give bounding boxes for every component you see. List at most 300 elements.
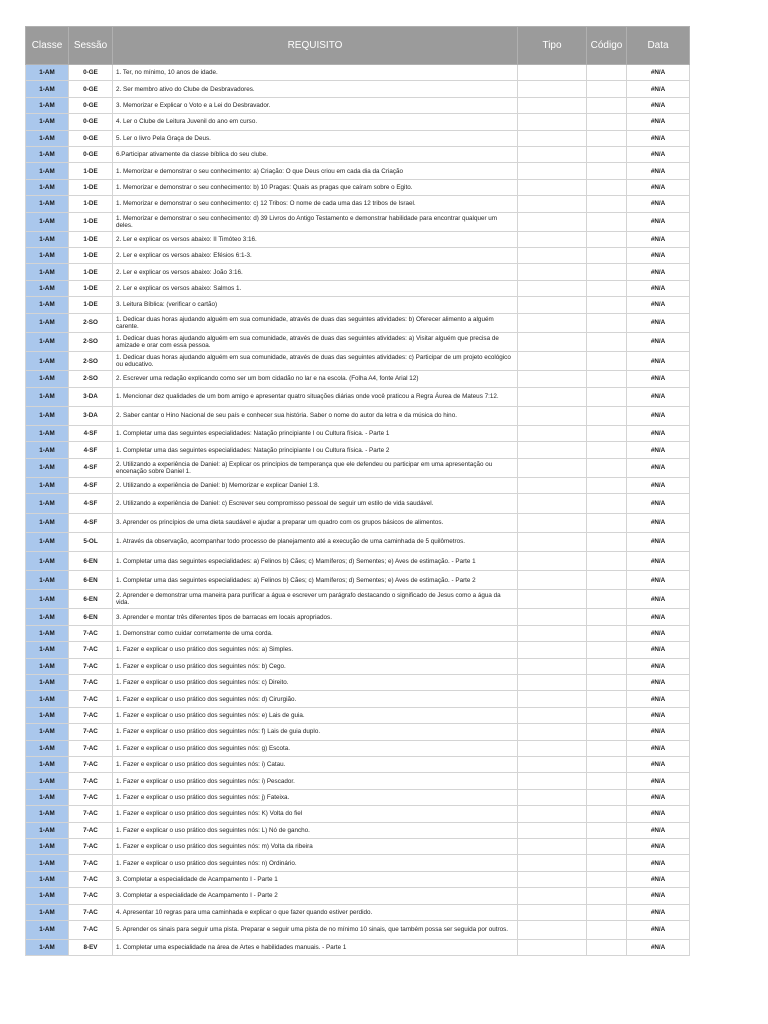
tipo-cell[interactable]: [518, 114, 587, 130]
data-cell[interactable]: #N/A: [627, 406, 690, 425]
requisito-cell[interactable]: 1. Mencionar dez qualidades de um bom amigo e apresentar quatro situações diárias onde você praticou a Regra Áurea de Mateus 7:12.: [113, 387, 518, 406]
codigo-cell[interactable]: [587, 81, 627, 97]
data-cell[interactable]: #N/A: [627, 838, 690, 854]
table-row[interactable]: [26, 371, 690, 387]
codigo-cell[interactable]: [587, 97, 627, 113]
data-cell[interactable]: #N/A: [627, 625, 690, 641]
codigo-cell[interactable]: [587, 551, 627, 570]
table-row[interactable]: [26, 789, 690, 805]
codigo-cell[interactable]: [587, 196, 627, 212]
classe-cell[interactable]: 1-AM: [26, 871, 69, 887]
table-row[interactable]: [26, 571, 690, 590]
table-row[interactable]: [26, 494, 690, 513]
table-row[interactable]: [26, 352, 690, 371]
sessao-cell[interactable]: 0-GE: [69, 65, 113, 81]
data-cell[interactable]: #N/A: [627, 532, 690, 551]
requisito-cell[interactable]: 2. Utilizando a experiência de Daniel: b) Memorizar e explicar Daniel 1:8.: [113, 477, 518, 493]
data-cell[interactable]: #N/A: [627, 332, 690, 351]
requisito-cell[interactable]: 2. Aprender e demonstrar uma maneira para purificar a água e escrever um parágrafo destacando o significado de Jesus como a água da vida.: [113, 590, 518, 609]
requisito-cell[interactable]: 4. Ler o Clube de Leitura Juvenil do ano em curso.: [113, 114, 518, 130]
table-row[interactable]: [26, 81, 690, 97]
codigo-cell[interactable]: [587, 855, 627, 871]
data-cell[interactable]: #N/A: [627, 65, 690, 81]
sessao-cell[interactable]: 7-AC: [69, 855, 113, 871]
codigo-cell[interactable]: [587, 822, 627, 838]
tipo-cell[interactable]: [518, 442, 587, 458]
classe-cell[interactable]: 1-AM: [26, 571, 69, 590]
codigo-cell[interactable]: [587, 707, 627, 723]
classe-cell[interactable]: 1-AM: [26, 371, 69, 387]
data-cell[interactable]: #N/A: [627, 740, 690, 756]
data-cell[interactable]: #N/A: [627, 231, 690, 247]
data-cell[interactable]: #N/A: [627, 691, 690, 707]
tipo-cell[interactable]: [518, 387, 587, 406]
sessao-cell[interactable]: 1-DE: [69, 231, 113, 247]
classe-cell[interactable]: 1-AM: [26, 513, 69, 532]
classe-cell[interactable]: 1-AM: [26, 425, 69, 441]
codigo-cell[interactable]: [587, 625, 627, 641]
sessao-cell[interactable]: 7-AC: [69, 838, 113, 854]
sessao-cell[interactable]: 2-SO: [69, 352, 113, 371]
table-row[interactable]: [26, 609, 690, 625]
codigo-cell[interactable]: [587, 425, 627, 441]
tipo-cell[interactable]: [518, 248, 587, 264]
table-row[interactable]: [26, 940, 690, 956]
table-row[interactable]: [26, 114, 690, 130]
requisito-cell[interactable]: 1. Fazer e explicar o uso prático dos seguintes nós: c) Direito.: [113, 675, 518, 691]
header-tipo[interactable]: Tipo: [518, 27, 587, 65]
data-cell[interactable]: #N/A: [627, 513, 690, 532]
classe-cell[interactable]: 1-AM: [26, 97, 69, 113]
sessao-cell[interactable]: 1-DE: [69, 179, 113, 195]
table-row[interactable]: [26, 231, 690, 247]
data-cell[interactable]: #N/A: [627, 371, 690, 387]
table-row[interactable]: [26, 740, 690, 756]
data-cell[interactable]: #N/A: [627, 756, 690, 772]
data-cell[interactable]: #N/A: [627, 179, 690, 195]
table-row[interactable]: [26, 425, 690, 441]
classe-cell[interactable]: 1-AM: [26, 196, 69, 212]
table-row[interactable]: [26, 773, 690, 789]
classe-cell[interactable]: 1-AM: [26, 264, 69, 280]
tipo-cell[interactable]: [518, 297, 587, 313]
sessao-cell[interactable]: 7-AC: [69, 691, 113, 707]
sessao-cell[interactable]: 1-DE: [69, 212, 113, 231]
classe-cell[interactable]: 1-AM: [26, 888, 69, 904]
data-cell[interactable]: #N/A: [627, 458, 690, 477]
tipo-cell[interactable]: [518, 406, 587, 425]
table-row[interactable]: [26, 248, 690, 264]
table-row[interactable]: [26, 387, 690, 406]
sessao-cell[interactable]: 1-DE: [69, 280, 113, 296]
sessao-cell[interactable]: 0-GE: [69, 130, 113, 146]
tipo-cell[interactable]: [518, 806, 587, 822]
requisito-cell[interactable]: 1. Dedicar duas horas ajudando alguém em sua comunidade, através de duas das seguintes atividades: b) Oferecer alimento a alguém carente.: [113, 313, 518, 332]
tipo-cell[interactable]: [518, 458, 587, 477]
requisito-cell[interactable]: 1. Através da observação, acompanhar todo processo de planejamento até a execução de uma caminhada de 5 quilômetros.: [113, 532, 518, 551]
tipo-cell[interactable]: [518, 477, 587, 493]
sessao-cell[interactable]: 7-AC: [69, 756, 113, 772]
table-row[interactable]: [26, 724, 690, 740]
codigo-cell[interactable]: [587, 532, 627, 551]
data-cell[interactable]: #N/A: [627, 442, 690, 458]
requisito-cell[interactable]: 1. Fazer e explicar o uso prático dos seguintes nós: m) Volta da ribeira: [113, 838, 518, 854]
requisito-cell[interactable]: 1. Completar uma das seguintes especialidades: Natação principiante I ou Cultura física. - Parte 1: [113, 425, 518, 441]
tipo-cell[interactable]: [518, 280, 587, 296]
tipo-cell[interactable]: [518, 920, 587, 939]
codigo-cell[interactable]: [587, 114, 627, 130]
codigo-cell[interactable]: [587, 773, 627, 789]
data-cell[interactable]: #N/A: [627, 658, 690, 674]
requisito-cell[interactable]: 1. Completar uma das seguintes especialidades: a) Felinos b) Cães; c) Mamíferos; d) Sementes; e) Aves de estimação. - Parte 2: [113, 571, 518, 590]
table-row[interactable]: [26, 691, 690, 707]
classe-cell[interactable]: 1-AM: [26, 130, 69, 146]
requisito-cell[interactable]: 1. Demonstrar como cuidar corretamente de uma corda.: [113, 625, 518, 641]
codigo-cell[interactable]: [587, 231, 627, 247]
tipo-cell[interactable]: [518, 196, 587, 212]
data-cell[interactable]: #N/A: [627, 590, 690, 609]
tipo-cell[interactable]: [518, 888, 587, 904]
tipo-cell[interactable]: [518, 724, 587, 740]
sessao-cell[interactable]: 4-SF: [69, 477, 113, 493]
tipo-cell[interactable]: [518, 590, 587, 609]
codigo-cell[interactable]: [587, 371, 627, 387]
codigo-cell[interactable]: [587, 571, 627, 590]
codigo-cell[interactable]: [587, 838, 627, 854]
tipo-cell[interactable]: [518, 352, 587, 371]
header-sessao[interactable]: Sessão: [69, 27, 113, 65]
requisito-cell[interactable]: 1. Fazer e explicar o uso prático dos seguintes nós: g) Escota.: [113, 740, 518, 756]
tipo-cell[interactable]: [518, 855, 587, 871]
requisito-cell[interactable]: 1. Fazer e explicar o uso prático dos seguintes nós: a) Simples.: [113, 642, 518, 658]
requisito-cell[interactable]: 6.Participar ativamente da classe bíblica do seu clube.: [113, 146, 518, 162]
requisito-cell[interactable]: 3. Completar a especialidade de Acampamento I - Parte 2: [113, 888, 518, 904]
data-cell[interactable]: #N/A: [627, 212, 690, 231]
classe-cell[interactable]: 1-AM: [26, 477, 69, 493]
sessao-cell[interactable]: 7-AC: [69, 904, 113, 920]
sessao-cell[interactable]: 4-SF: [69, 442, 113, 458]
tipo-cell[interactable]: [518, 740, 587, 756]
data-cell[interactable]: #N/A: [627, 130, 690, 146]
sessao-cell[interactable]: 1-DE: [69, 297, 113, 313]
data-cell[interactable]: #N/A: [627, 571, 690, 590]
codigo-cell[interactable]: [587, 477, 627, 493]
requisito-cell[interactable]: 1. Completar uma das seguintes especialidades: Natação principiante I ou Cultura física. - Parte 2: [113, 442, 518, 458]
codigo-cell[interactable]: [587, 691, 627, 707]
table-row[interactable]: [26, 212, 690, 231]
requisito-cell[interactable]: 1. Memorizar e demonstrar o seu conhecimento: a) Criação: O que Deus criou em cada dia da Criação: [113, 163, 518, 179]
codigo-cell[interactable]: [587, 642, 627, 658]
requisito-cell[interactable]: 1. Ter, no mínimo, 10 anos de idade.: [113, 65, 518, 81]
requisito-cell[interactable]: 5. Ler o livro Pela Graça de Deus.: [113, 130, 518, 146]
table-row[interactable]: [26, 477, 690, 493]
codigo-cell[interactable]: [587, 297, 627, 313]
tipo-cell[interactable]: [518, 707, 587, 723]
data-cell[interactable]: #N/A: [627, 822, 690, 838]
requisito-cell[interactable]: 1. Memorizar e demonstrar o seu conhecimento: c) 12 Tribos: O nome de cada uma das 12 tribos de Israel.: [113, 196, 518, 212]
data-cell[interactable]: #N/A: [627, 773, 690, 789]
data-cell[interactable]: #N/A: [627, 855, 690, 871]
table-row[interactable]: [26, 551, 690, 570]
sessao-cell[interactable]: 6-EN: [69, 571, 113, 590]
requisito-cell[interactable]: 1. Fazer e explicar o uso prático dos seguintes nós: b) Cego.: [113, 658, 518, 674]
classe-cell[interactable]: 1-AM: [26, 855, 69, 871]
codigo-cell[interactable]: [587, 724, 627, 740]
sessao-cell[interactable]: 4-SF: [69, 513, 113, 532]
tipo-cell[interactable]: [518, 789, 587, 805]
tipo-cell[interactable]: [518, 625, 587, 641]
codigo-cell[interactable]: [587, 609, 627, 625]
classe-cell[interactable]: 1-AM: [26, 458, 69, 477]
table-row[interactable]: [26, 297, 690, 313]
classe-cell[interactable]: 1-AM: [26, 724, 69, 740]
requisito-cell[interactable]: 3. Leitura Bíblica: (verificar o cartão): [113, 297, 518, 313]
sessao-cell[interactable]: 4-SF: [69, 494, 113, 513]
codigo-cell[interactable]: [587, 658, 627, 674]
requisito-cell[interactable]: 1. Memorizar e demonstrar o seu conhecimento: d) 39 Livros do Antigo Testamento e demonstrar habilidade para encontrar qualquer um deles.: [113, 212, 518, 231]
classe-cell[interactable]: 1-AM: [26, 806, 69, 822]
requisito-cell[interactable]: 3. Memorizar e Explicar o Voto e a Lei do Desbravador.: [113, 97, 518, 113]
codigo-cell[interactable]: [587, 387, 627, 406]
data-cell[interactable]: #N/A: [627, 551, 690, 570]
header-codigo[interactable]: Código: [587, 27, 627, 65]
tipo-cell[interactable]: [518, 231, 587, 247]
tipo-cell[interactable]: [518, 332, 587, 351]
table-row[interactable]: [26, 280, 690, 296]
codigo-cell[interactable]: [587, 940, 627, 956]
codigo-cell[interactable]: [587, 130, 627, 146]
requisito-cell[interactable]: 3. Aprender os princípios de uma dieta saudável e ajudar a preparar um quadro com os grupos básicos de alimentos.: [113, 513, 518, 532]
sessao-cell[interactable]: 7-AC: [69, 740, 113, 756]
table-row[interactable]: [26, 332, 690, 351]
codigo-cell[interactable]: [587, 789, 627, 805]
codigo-cell[interactable]: [587, 146, 627, 162]
classe-cell[interactable]: 1-AM: [26, 352, 69, 371]
codigo-cell[interactable]: [587, 458, 627, 477]
table-row[interactable]: [26, 920, 690, 939]
classe-cell[interactable]: 1-AM: [26, 297, 69, 313]
tipo-cell[interactable]: [518, 130, 587, 146]
tipo-cell[interactable]: [518, 494, 587, 513]
codigo-cell[interactable]: [587, 65, 627, 81]
sessao-cell[interactable]: 7-AC: [69, 789, 113, 805]
data-cell[interactable]: #N/A: [627, 387, 690, 406]
sessao-cell[interactable]: 7-AC: [69, 773, 113, 789]
classe-cell[interactable]: 1-AM: [26, 590, 69, 609]
classe-cell[interactable]: 1-AM: [26, 920, 69, 939]
classe-cell[interactable]: 1-AM: [26, 280, 69, 296]
table-row[interactable]: [26, 313, 690, 332]
sessao-cell[interactable]: 7-AC: [69, 822, 113, 838]
table-row[interactable]: [26, 707, 690, 723]
tipo-cell[interactable]: [518, 609, 587, 625]
classe-cell[interactable]: 1-AM: [26, 387, 69, 406]
table-row[interactable]: [26, 756, 690, 772]
table-row[interactable]: [26, 532, 690, 551]
table-row[interactable]: [26, 904, 690, 920]
tipo-cell[interactable]: [518, 691, 587, 707]
data-cell[interactable]: #N/A: [627, 97, 690, 113]
sessao-cell[interactable]: 7-AC: [69, 642, 113, 658]
header-requisito[interactable]: REQUISITO: [113, 27, 518, 65]
classe-cell[interactable]: 1-AM: [26, 494, 69, 513]
sessao-cell[interactable]: 2-SO: [69, 313, 113, 332]
classe-cell[interactable]: 1-AM: [26, 65, 69, 81]
requisito-cell[interactable]: 1. Completar uma das seguintes especialidades: a) Felinos b) Cães; c) Mamíferos; d) Sementes; e) Aves de estimação. - Parte 1: [113, 551, 518, 570]
classe-cell[interactable]: 1-AM: [26, 248, 69, 264]
data-cell[interactable]: #N/A: [627, 675, 690, 691]
sessao-cell[interactable]: 8-EV: [69, 940, 113, 956]
table-row[interactable]: [26, 179, 690, 195]
table-row[interactable]: [26, 806, 690, 822]
sessao-cell[interactable]: 1-DE: [69, 163, 113, 179]
table-row[interactable]: [26, 130, 690, 146]
sessao-cell[interactable]: 1-DE: [69, 264, 113, 280]
table-row[interactable]: [26, 264, 690, 280]
requisito-cell[interactable]: 3. Completar a especialidade de Acampamento I - Parte 1: [113, 871, 518, 887]
table-row[interactable]: [26, 855, 690, 871]
requisito-cell[interactable]: 3. Aprender e montar três diferentes tipos de barracas em locais apropriados.: [113, 609, 518, 625]
requisito-cell[interactable]: 2. Utilizando a experiência de Daniel: a) Explicar os princípios de temperança que ele defendeu ou participar em uma apresentação ou encenação sobre Daniel 1.: [113, 458, 518, 477]
data-cell[interactable]: #N/A: [627, 724, 690, 740]
tipo-cell[interactable]: [518, 871, 587, 887]
table-row[interactable]: [26, 675, 690, 691]
table-row[interactable]: [26, 822, 690, 838]
tipo-cell[interactable]: [518, 65, 587, 81]
requisito-cell[interactable]: 1. Dedicar duas horas ajudando alguém em sua comunidade, através de duas das seguintes atividades: a) Visitar alguém que precisa de amizade e orar com essa pessoa.: [113, 332, 518, 351]
requisito-cell[interactable]: 1. Fazer e explicar o uso prático dos seguintes nós: f) Lais de guia duplo.: [113, 724, 518, 740]
header-classe[interactable]: Classe: [26, 27, 69, 65]
codigo-cell[interactable]: [587, 179, 627, 195]
sessao-cell[interactable]: 7-AC: [69, 888, 113, 904]
tipo-cell[interactable]: [518, 513, 587, 532]
requisito-cell[interactable]: 1. Fazer e explicar o uso prático dos seguintes nós: i) Pescador.: [113, 773, 518, 789]
codigo-cell[interactable]: [587, 442, 627, 458]
requisito-cell[interactable]: 4. Apresentar 10 regras para uma caminhada e explicar o que fazer quando estiver perdido.: [113, 904, 518, 920]
codigo-cell[interactable]: [587, 590, 627, 609]
classe-cell[interactable]: 1-AM: [26, 313, 69, 332]
classe-cell[interactable]: 1-AM: [26, 163, 69, 179]
requisito-cell[interactable]: 2. Escrever uma redação explicando como ser um bom cidadão no lar e na escola. (Folha A4, fonte Arial 12): [113, 371, 518, 387]
table-row[interactable]: [26, 406, 690, 425]
tipo-cell[interactable]: [518, 163, 587, 179]
sessao-cell[interactable]: 7-AC: [69, 806, 113, 822]
codigo-cell[interactable]: [587, 756, 627, 772]
table-row[interactable]: [26, 163, 690, 179]
table-row[interactable]: [26, 146, 690, 162]
codigo-cell[interactable]: [587, 871, 627, 887]
classe-cell[interactable]: 1-AM: [26, 691, 69, 707]
codigo-cell[interactable]: [587, 352, 627, 371]
classe-cell[interactable]: 1-AM: [26, 551, 69, 570]
tipo-cell[interactable]: [518, 838, 587, 854]
data-cell[interactable]: #N/A: [627, 313, 690, 332]
classe-cell[interactable]: 1-AM: [26, 904, 69, 920]
classe-cell[interactable]: 1-AM: [26, 179, 69, 195]
codigo-cell[interactable]: [587, 248, 627, 264]
tipo-cell[interactable]: [518, 371, 587, 387]
sessao-cell[interactable]: 0-GE: [69, 146, 113, 162]
table-row[interactable]: [26, 888, 690, 904]
requisito-cell[interactable]: 1. Fazer e explicar o uso prático dos seguintes nós: e) Lais de guia.: [113, 707, 518, 723]
table-row[interactable]: [26, 442, 690, 458]
data-cell[interactable]: #N/A: [627, 806, 690, 822]
codigo-cell[interactable]: [587, 332, 627, 351]
sessao-cell[interactable]: 7-AC: [69, 920, 113, 939]
tipo-cell[interactable]: [518, 179, 587, 195]
sessao-cell[interactable]: 0-GE: [69, 114, 113, 130]
requisito-cell[interactable]: 1. Dedicar duas horas ajudando alguém em sua comunidade, através de duas das seguintes atividades: c) Participar de um projeto ecológico ou educativo.: [113, 352, 518, 371]
classe-cell[interactable]: 1-AM: [26, 532, 69, 551]
data-cell[interactable]: #N/A: [627, 146, 690, 162]
data-cell[interactable]: #N/A: [627, 352, 690, 371]
table-row[interactable]: [26, 625, 690, 641]
table-row[interactable]: [26, 65, 690, 81]
codigo-cell[interactable]: [587, 494, 627, 513]
requisito-cell[interactable]: 2. Saber cantar o Hino Nacional de seu país e conhecer sua história. Saber o nome do autor da letra e da música do hino.: [113, 406, 518, 425]
classe-cell[interactable]: 1-AM: [26, 940, 69, 956]
data-cell[interactable]: #N/A: [627, 707, 690, 723]
tipo-cell[interactable]: [518, 940, 587, 956]
sessao-cell[interactable]: 0-GE: [69, 97, 113, 113]
classe-cell[interactable]: 1-AM: [26, 81, 69, 97]
classe-cell[interactable]: 1-AM: [26, 773, 69, 789]
codigo-cell[interactable]: [587, 513, 627, 532]
classe-cell[interactable]: 1-AM: [26, 146, 69, 162]
codigo-cell[interactable]: [587, 264, 627, 280]
requisito-cell[interactable]: 1. Fazer e explicar o uso prático dos seguintes nós: L) Nó de gancho.: [113, 822, 518, 838]
codigo-cell[interactable]: [587, 806, 627, 822]
codigo-cell[interactable]: [587, 313, 627, 332]
table-row[interactable]: [26, 196, 690, 212]
codigo-cell[interactable]: [587, 280, 627, 296]
codigo-cell[interactable]: [587, 920, 627, 939]
codigo-cell[interactable]: [587, 740, 627, 756]
classe-cell[interactable]: 1-AM: [26, 740, 69, 756]
sessao-cell[interactable]: 3-DA: [69, 387, 113, 406]
sessao-cell[interactable]: 2-SO: [69, 332, 113, 351]
data-cell[interactable]: #N/A: [627, 477, 690, 493]
table-row[interactable]: [26, 658, 690, 674]
data-cell[interactable]: #N/A: [627, 280, 690, 296]
table-row[interactable]: [26, 590, 690, 609]
requisito-cell[interactable]: 1. Fazer e explicar o uso prático dos seguintes nós: K) Volta do fiel: [113, 806, 518, 822]
sessao-cell[interactable]: 7-AC: [69, 724, 113, 740]
tipo-cell[interactable]: [518, 81, 587, 97]
requisito-cell[interactable]: 1. Memorizar e demonstrar o seu conhecimento: b) 10 Pragas: Quais as pragas que caíram sobre o Egito.: [113, 179, 518, 195]
data-cell[interactable]: #N/A: [627, 297, 690, 313]
classe-cell[interactable]: 1-AM: [26, 332, 69, 351]
requisito-cell[interactable]: 2. Ser membro ativo do Clube de Desbravadores.: [113, 81, 518, 97]
data-cell[interactable]: #N/A: [627, 81, 690, 97]
tipo-cell[interactable]: [518, 756, 587, 772]
classe-cell[interactable]: 1-AM: [26, 707, 69, 723]
data-cell[interactable]: #N/A: [627, 425, 690, 441]
tipo-cell[interactable]: [518, 822, 587, 838]
classe-cell[interactable]: 1-AM: [26, 756, 69, 772]
tipo-cell[interactable]: [518, 146, 587, 162]
tipo-cell[interactable]: [518, 773, 587, 789]
requisito-cell[interactable]: 2. Ler e explicar os versos abaixo: João 3:16.: [113, 264, 518, 280]
sessao-cell[interactable]: 7-AC: [69, 658, 113, 674]
sessao-cell[interactable]: 2-SO: [69, 371, 113, 387]
codigo-cell[interactable]: [587, 888, 627, 904]
data-cell[interactable]: #N/A: [627, 888, 690, 904]
sessao-cell[interactable]: 1-DE: [69, 196, 113, 212]
requisito-cell[interactable]: 5. Aprender os sinais para seguir uma pista. Preparar e seguir uma pista de no mínimo 10 sinais, que também possa ser seguida por outros.: [113, 920, 518, 939]
requisito-cell[interactable]: 1. Fazer e explicar o uso prático dos seguintes nós: j) Fateixa.: [113, 789, 518, 805]
data-cell[interactable]: #N/A: [627, 114, 690, 130]
